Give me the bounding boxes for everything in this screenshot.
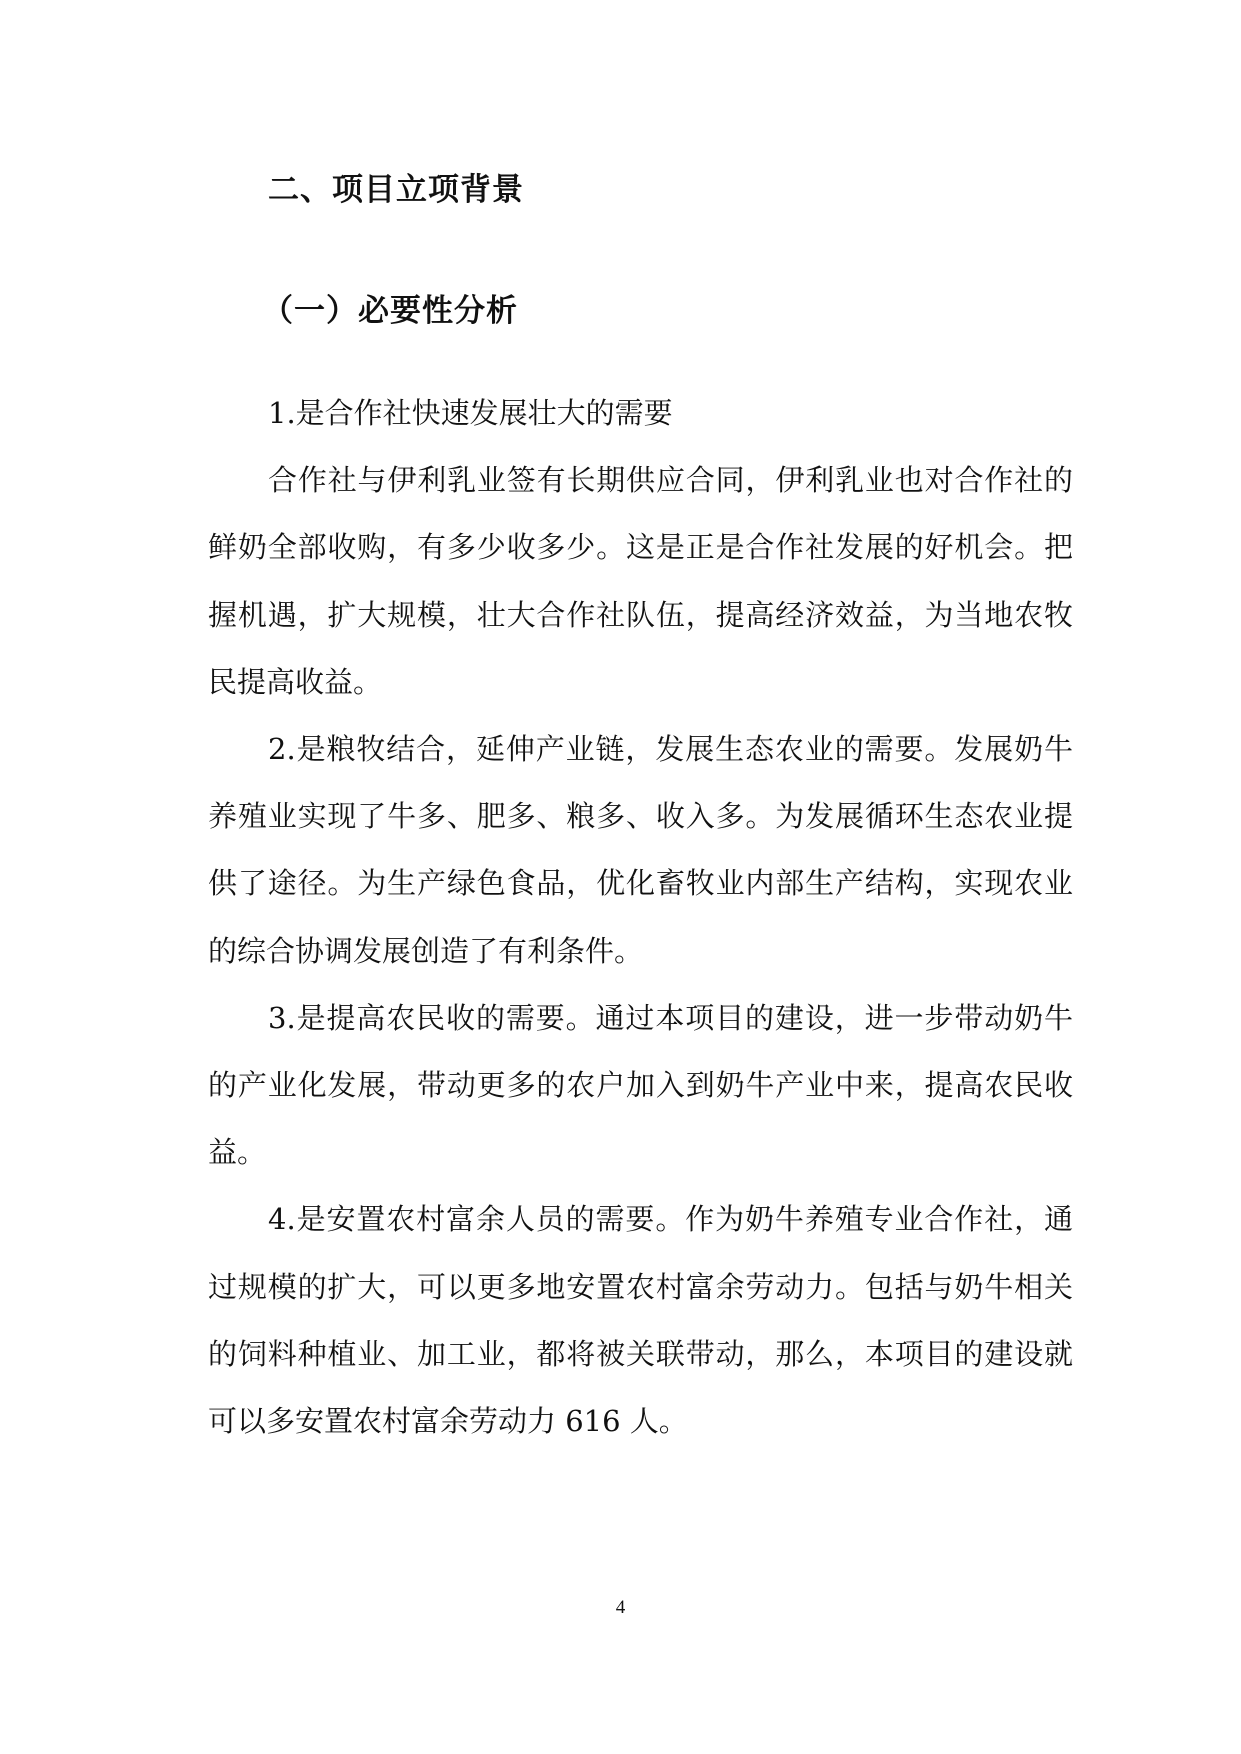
paragraph-1-title: 1.是合作社快速发展壮大的需要 [268,396,673,430]
page-number: 4 [615,1597,626,1618]
body-text [208,380,1073,1455]
subsection-heading: （一）必要性分析 [262,293,518,329]
paragraph-1-body: 合作社与伊利乳业签有长期供应合同，伊利乳业也对合作社的鲜奶全部收购，有多少收多少。这是正是合作社发展的好机会。把握机遇，扩大规模，壮大合作社队伍，提高经济效益，为当地农牧民提高收益。 [208,463,1073,699]
paragraph-3: 3.是提高农民收的需要。通过本项目的建设，进一步带动奶牛的产业化发展，带动更多的农户加入到奶牛产业中来，提高农民收益。 [208,1000,1073,1170]
section-heading: 二、项目立项背景 [268,172,524,208]
paragraph-2: 2.是粮牧结合，延伸产业链，发展生态农业的需要。发展奶牛养殖业实现了牛多、肥多、粮多、收入多。为发展循环生态农业提供了途径。为生产绿色食品，优化畜牧业内部生产结构，实现农业的综合协调发展创造了有利条件。 [208,732,1073,968]
paragraph-4: 4.是安置农村富余人员的需要。作为奶牛养殖专业合作社，通过规模的扩大，可以更多地安置农村富余劳动力。包括与奶牛相关的饲料种植业、加工业，都将被关联带动，那么，本项目的建设就可以多安置农村富余劳动力 616 人。 [208,1202,1073,1439]
